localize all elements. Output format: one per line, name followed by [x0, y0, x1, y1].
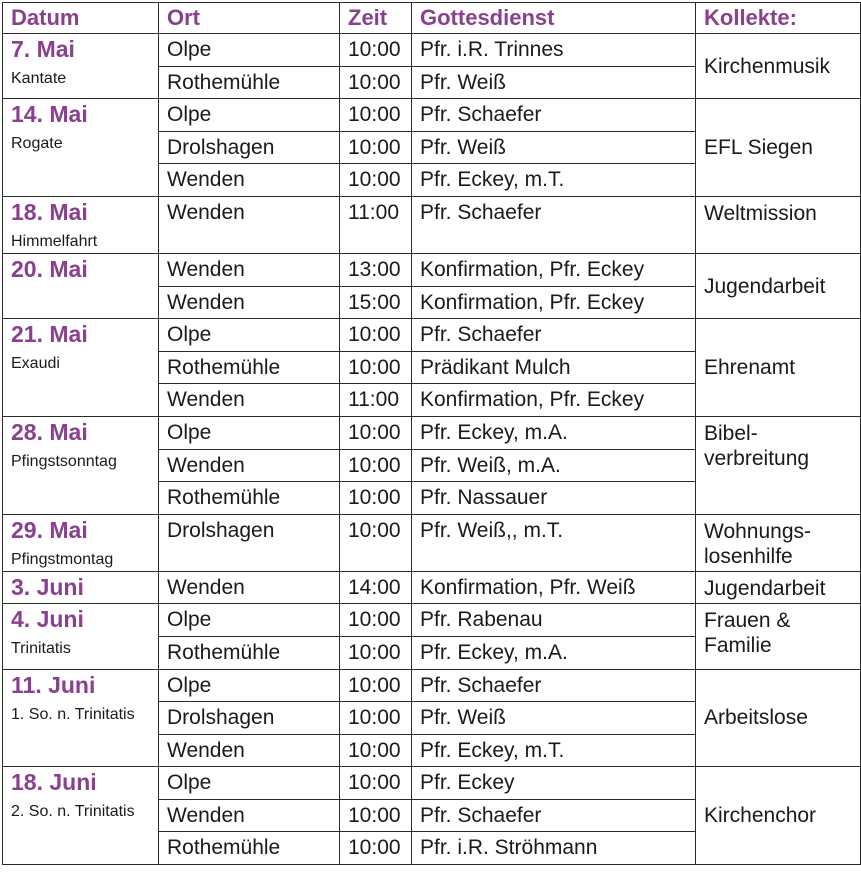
table-row [3, 99, 861, 132]
table-row [3, 669, 861, 702]
service-cell: Pfr. Schaefer [412, 196, 696, 253]
location-cell: Olpe [159, 416, 340, 449]
service-cell: Konfirmation, Pfr. Eckey [412, 384, 696, 417]
header-kollekte: Kollekte: [696, 3, 861, 34]
datum-cell [3, 604, 159, 669]
header-ort: Ort [159, 3, 340, 34]
service-cell: Konfirmation, Pfr. Weiß [412, 571, 696, 604]
time-cell: 10:00 [340, 669, 412, 702]
service-cell: Konfirmation, Pfr. Eckey [412, 253, 696, 286]
table-row [3, 571, 861, 604]
time-cell: 10:00 [340, 319, 412, 352]
location-cell: Rothemühle [159, 482, 340, 515]
service-cell: Pfr. i.R. Ströhmann [412, 832, 696, 865]
time-cell: 10:00 [340, 514, 412, 571]
service-date: 18. Mai [11, 198, 88, 225]
liturgical-day: Pfingstmontag [11, 550, 114, 568]
time-cell: 10:00 [340, 832, 412, 865]
service-cell: Pfr. Eckey, m.T. [412, 164, 696, 197]
time-cell: 10:00 [340, 702, 412, 735]
time-cell: 10:00 [340, 34, 412, 67]
datum-cell [3, 571, 159, 604]
kollekte-cell: Jugendarbeit [696, 253, 861, 318]
liturgical-day: 2. So. n. Trinitatis [11, 803, 135, 821]
liturgical-day: Exaudi [11, 355, 60, 373]
service-cell: Pfr. Rabenau [412, 604, 696, 637]
kollekte-cell: Kirchenmusik [696, 34, 861, 99]
datum-cell [3, 514, 159, 571]
location-cell: Drolshagen [159, 131, 340, 164]
table-row [3, 767, 861, 800]
location-cell: Wenden [159, 734, 340, 767]
service-cell: Pfr. Weiß [412, 131, 696, 164]
table-row [3, 604, 861, 637]
table-row [3, 253, 861, 286]
location-cell: Rothemühle [159, 66, 340, 99]
service-date: 7. Mai [11, 36, 75, 62]
service-cell: Pfr. Eckey, m.A. [412, 416, 696, 449]
service-cell: Pfr. Schaefer [412, 99, 696, 132]
location-cell: Drolshagen [159, 514, 340, 571]
time-cell: 10:00 [340, 164, 412, 197]
service-cell: Pfr. Weiß,, m.T. [412, 514, 696, 571]
service-date: 20. Mai [11, 255, 88, 282]
time-cell: 11:00 [340, 196, 412, 253]
time-cell: 10:00 [340, 416, 412, 449]
table-body [3, 34, 861, 865]
service-date: 11. Juni [11, 671, 96, 698]
location-cell: Olpe [159, 34, 340, 67]
service-date: 21. Mai [11, 321, 88, 348]
time-cell: 10:00 [340, 636, 412, 669]
location-cell: Wenden [159, 286, 340, 319]
location-cell: Olpe [159, 319, 340, 352]
time-cell: 10:00 [340, 449, 412, 482]
time-cell: 10:00 [340, 482, 412, 515]
service-cell: Pfr. Eckey [412, 767, 696, 800]
kollekte-cell: Frauen & Familie [696, 604, 861, 669]
location-cell: Wenden [159, 449, 340, 482]
datum-cell [3, 416, 159, 514]
liturgical-day: Trinitatis [11, 640, 71, 658]
service-date: 14. Mai [11, 101, 88, 128]
header-datum: Datum [3, 3, 159, 34]
kollekte-cell: Wohnungs- losenhilfe [696, 514, 861, 571]
service-cell: Prädikant Mulch [412, 351, 696, 384]
time-cell: 10:00 [340, 99, 412, 132]
location-cell: Olpe [159, 604, 340, 637]
kollekte-cell: Bibel- verbreitung [696, 416, 861, 514]
location-cell: Olpe [159, 99, 340, 132]
service-cell: Pfr. Nassauer [412, 482, 696, 515]
datum-cell [3, 767, 159, 865]
time-cell: 10:00 [340, 131, 412, 164]
time-cell: 10:00 [340, 604, 412, 637]
location-cell: Wenden [159, 384, 340, 417]
kollekte-cell: Ehrenamt [696, 319, 861, 417]
table-row [3, 514, 861, 571]
time-cell: 10:00 [340, 351, 412, 384]
location-cell: Rothemühle [159, 636, 340, 669]
service-cell: Pfr. Schaefer [412, 799, 696, 832]
time-cell: 13:00 [340, 253, 412, 286]
kollekte-cell: Jugendarbeit [696, 571, 861, 604]
liturgical-day: Rogate [11, 135, 63, 153]
kollekte-cell: EFL Siegen [696, 99, 861, 197]
header-zeit: Zeit [340, 3, 412, 34]
location-cell: Rothemühle [159, 832, 340, 865]
datum-cell [3, 253, 159, 318]
service-cell: Pfr. Weiß, m.A. [412, 449, 696, 482]
service-date: 28. Mai [11, 418, 88, 445]
service-date: 18. Juni [11, 769, 97, 796]
table-row [3, 34, 861, 67]
kollekte-cell: Weltmission [696, 196, 861, 253]
service-cell: Konfirmation, Pfr. Eckey [412, 286, 696, 319]
time-cell: 14:00 [340, 571, 412, 604]
liturgical-day: Kantate [11, 70, 67, 87]
time-cell: 10:00 [340, 734, 412, 767]
service-cell: Pfr. Schaefer [412, 319, 696, 352]
header-gottesdienst: Gottesdienst [412, 3, 696, 34]
service-cell: Pfr. Weiß [412, 66, 696, 99]
liturgical-day: 1. So. n. Trinitatis [11, 705, 135, 723]
location-cell: Wenden [159, 196, 340, 253]
datum-cell [3, 34, 159, 99]
location-cell: Wenden [159, 571, 340, 604]
table-header [3, 3, 861, 34]
service-cell: Pfr. Schaefer [412, 669, 696, 702]
location-cell: Wenden [159, 253, 340, 286]
service-cell: Pfr. Eckey, m.T. [412, 734, 696, 767]
location-cell: Drolshagen [159, 702, 340, 735]
time-cell: 10:00 [340, 799, 412, 832]
liturgical-day: Pfingstsonntag [11, 452, 117, 470]
location-cell: Olpe [159, 669, 340, 702]
kollekte-cell: Arbeitslose [696, 669, 861, 767]
header-row [3, 3, 861, 34]
service-schedule-table [2, 2, 861, 865]
datum-cell [3, 319, 159, 417]
location-cell: Olpe [159, 767, 340, 800]
time-cell: 15:00 [340, 286, 412, 319]
location-cell: Wenden [159, 799, 340, 832]
service-date: 29. Mai [11, 516, 88, 543]
service-cell: Pfr. Weiß [412, 702, 696, 735]
service-cell: Pfr. Eckey, m.A. [412, 636, 696, 669]
table-row [3, 196, 861, 253]
service-date: 3. Juni [11, 573, 84, 600]
time-cell: 11:00 [340, 384, 412, 417]
service-date: 4. Juni [11, 606, 84, 633]
location-cell: Wenden [159, 164, 340, 197]
table-row [3, 416, 861, 449]
kollekte-cell: Kirchenchor [696, 767, 861, 865]
datum-cell [3, 669, 159, 767]
datum-cell [3, 196, 159, 253]
time-cell: 10:00 [340, 66, 412, 99]
time-cell: 10:00 [340, 767, 412, 800]
location-cell: Rothemühle [159, 351, 340, 384]
datum-cell [3, 99, 159, 197]
liturgical-day: Himmelfahrt [11, 232, 98, 250]
service-cell: Pfr. i.R. Trinnes [412, 34, 696, 67]
table-row [3, 319, 861, 352]
